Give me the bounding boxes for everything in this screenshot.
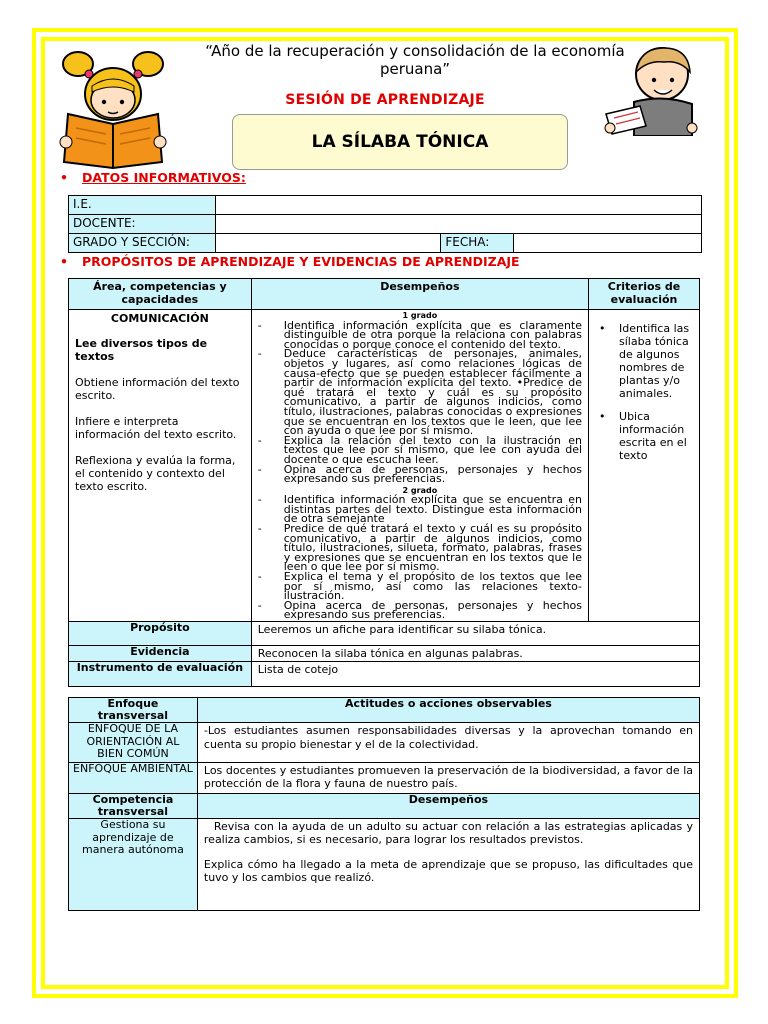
competence-name: Lee diversos tipos de textos [75, 337, 208, 363]
docente-value[interactable] [215, 215, 701, 234]
ambiental-text: Los docentes y estudiantes promueven la preservación de la biodiversidad, a favor de la protección de la flora y fauna de nuestro país. [197, 763, 699, 794]
grado-value[interactable] [215, 234, 441, 253]
header-desempenos: Desempeños [251, 279, 588, 310]
approaches-table [68, 697, 700, 911]
header-desempenos-transversal: Desempeños [197, 794, 699, 819]
criteria-list [595, 322, 693, 462]
header-actitudes: Actitudes o acciones observables [197, 698, 699, 723]
grade-1-title: 1 grado [402, 311, 438, 320]
instrumento-label: Instrumento de evaluación [69, 662, 252, 687]
list-item: • Ubica información escrita en el texto [595, 410, 693, 462]
capacity-item: Infiere e interpreta información del texto escrito. [75, 415, 237, 441]
list-item: - Predice de qué tratará el texto y cuál es su propósito comunicativo, a partir de algunos indicios, como título, ilustraciones, silueta, formato, palabras, frases y expresiones que se encuentran en los textos que le leen o que lee por sí mismo. [258, 524, 582, 572]
bullet-icon: • [60, 170, 68, 185]
ie-value[interactable] [215, 196, 701, 215]
capacity-item: Obtiene información del texto escrito. [75, 376, 240, 402]
desempenos-cell [251, 310, 588, 622]
competence-cell [69, 310, 252, 622]
list-item: • Identifica las sílaba tónica de algunos nombres de plantas y/o animales. [595, 322, 693, 400]
list-item: - Deduce características de personajes, animales, objetos y lugares, así como relaciones lógicas de causa-efecto que se pueden establecer fácilmente a partir de información explícita del texto. •Predice de qué tratará el texto y cuál es su propósito comunicativo, a partir de algunos indicios, como título, ilustraciones, palabras conocidas o expresiones que se encuentran en los textos que le leen, que lee con ayuda o que lee por sí mismo. [258, 349, 582, 435]
grade-2-list [258, 495, 582, 620]
evidencia-value: Reconocen la silaba tónica en algunas palabras. [251, 646, 699, 662]
proposito-label: Propósito [69, 622, 252, 646]
orientacion-text: -Los estudiantes asumen responsabilidades diversas y la aprovechan tomando en cuenta su propio bienestar y el de la colectividad. [197, 723, 699, 763]
section-propositos-label: PROPÓSITOS DE APRENDIZAJE Y EVIDENCIAS DE APRENDIZAJE [82, 254, 520, 269]
proposito-value: Leeremos un afiche para identificar su silaba tónica. [251, 622, 699, 646]
purposes-table [68, 278, 700, 687]
grado-label: GRADO Y SECCIÓN: [69, 234, 216, 253]
fecha-value[interactable] [514, 234, 702, 253]
header-enfoque: Enfoque transversal [69, 698, 198, 723]
area-name: COMUNICACIÓN [110, 312, 209, 325]
competencia-text [197, 819, 699, 911]
list-item: - Opina acerca de personas, personajes y hechos expresando sus preferencias. [258, 601, 582, 620]
list-item: - Identifica información explícita que es claramente distinguible de otra porque la relaciona con palabras conocidas o porque conoce el contenido del texto. [258, 321, 582, 350]
header-area: Área, competencias y capacidades [69, 279, 252, 310]
grade-1-list [258, 318, 583, 486]
competencia-label: Gestiona su aprendizaje de manera autónoma [69, 819, 198, 911]
section-datos [60, 170, 246, 185]
list-item: - Identifica información explícita que se encuentra en distintas partes del texto. Distingue esta información de otra semejante [258, 495, 582, 524]
capacity-item: Reflexiona y evalúa la forma, el contenido y contexto del texto escrito. [75, 454, 236, 493]
header-competencia: Competencia transversal [69, 794, 198, 819]
list-item: - Explica la relación del texto con la ilustración en textos que lee por sí mismo, que lee con ayuda del docente o que escucha leer. [258, 436, 582, 465]
girl-reading-icon [56, 42, 168, 170]
competencia-text-2: Explica cómo ha llegado a la meta de aprendizaje que se propuso, las dificultades que tuvo y los cambios que realizó. [203, 858, 693, 884]
evidencia-label: Evidencia [69, 646, 252, 662]
ambiental-label: ENFOQUE AMBIENTAL [69, 763, 198, 794]
header-criterios: Criterios de evaluación [589, 279, 700, 310]
lesson-title: LA SÍLABA TÓNICA [232, 114, 568, 170]
competencia-text-1: Revisa con la ayuda de un adulto su actuar con relación a las estrategias aplicadas y realiza cambios, si es necesario, para lograr los resultados previstos. [203, 820, 693, 846]
fecha-label: FECHA: [441, 234, 514, 253]
docente-label: DOCENTE: [69, 215, 216, 234]
grade-2-title: 2 grado [402, 485, 438, 495]
section-datos-label: DATOS INFORMATIVOS: [82, 170, 246, 185]
national-motto: “Año de la recuperación y consolidación de la economía peruana” [205, 42, 625, 78]
bullet-icon: • [60, 254, 68, 269]
instrumento-value: Lista de cotejo [251, 662, 699, 687]
criterios-cell [589, 310, 700, 622]
list-item: - Opina acerca de personas, personajes y hechos expresando sus preferencias. [258, 465, 582, 484]
section-propositos [60, 254, 520, 269]
list-item: - Explica el tema y el propósito de los textos que lee por sí mismo, así como las relaciones texto-ilustración. [258, 572, 582, 601]
orientacion-label: ENFOQUE DE LA ORIENTACIÓN AL BIEN COMÚN [69, 723, 198, 763]
info-table [68, 195, 702, 253]
session-title: SESIÓN DE APRENDIZAJE [285, 92, 485, 108]
ie-label: I.E. [69, 196, 216, 215]
